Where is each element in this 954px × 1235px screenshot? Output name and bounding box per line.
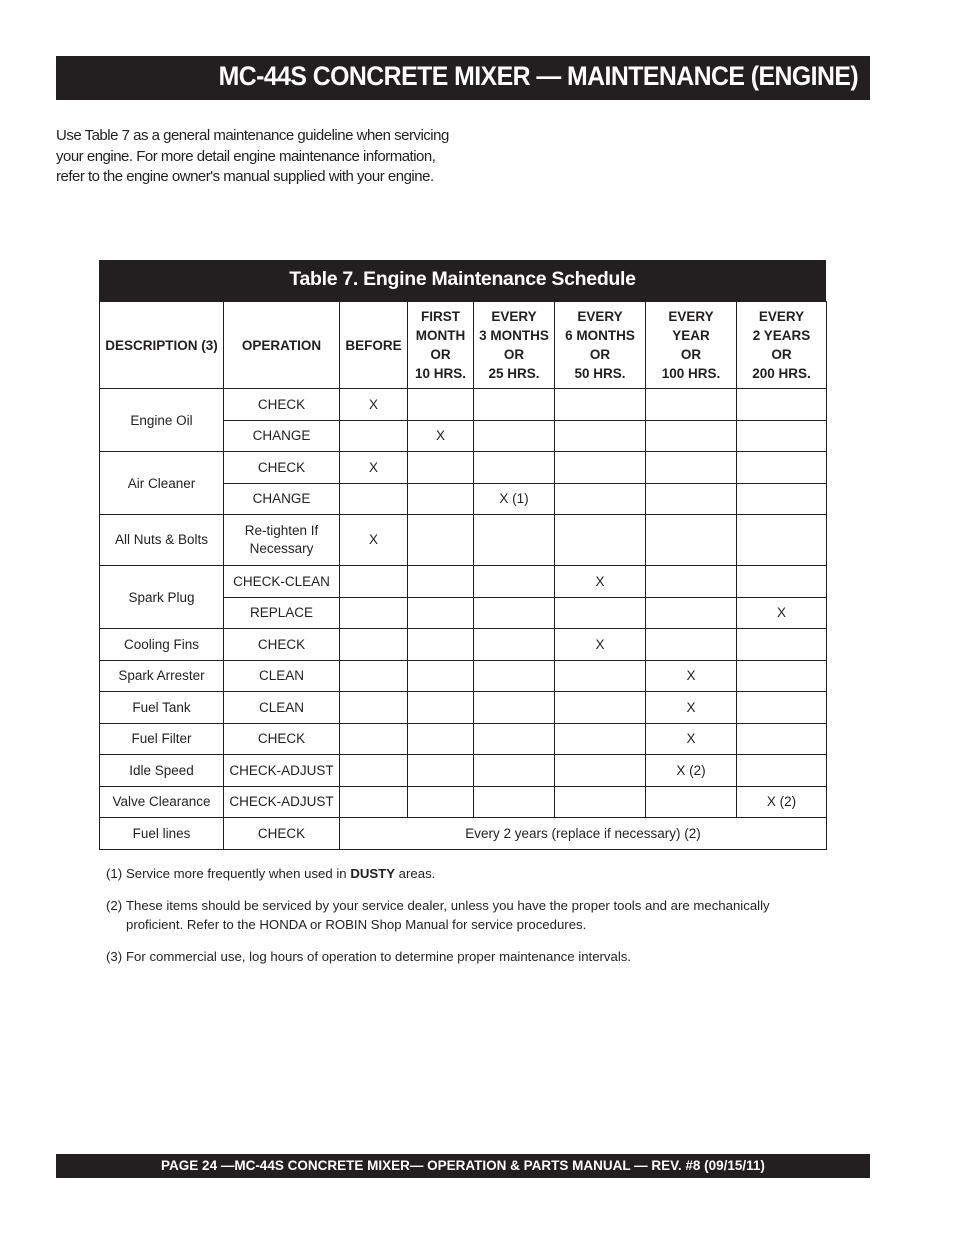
header-every-year [646,302,737,389]
table-caption-bar [99,260,826,301]
table-row [100,692,827,724]
cell-empty [555,786,646,818]
cell-empty [646,483,737,515]
cell-empty [340,483,408,515]
cell-6-months: X [555,566,646,598]
header-before: BEFORE [340,302,408,389]
header-description: DESCRIPTION (3) [100,302,224,389]
cell-empty [737,566,827,598]
row-description: Fuel Tank [100,692,224,724]
cell-empty [555,660,646,692]
maintenance-table [99,260,826,850]
table-row [100,755,827,787]
row-operation: CLEAN [224,692,340,724]
cell-empty [408,786,474,818]
cell-empty [408,660,474,692]
cell-empty [340,755,408,787]
cell-empty [737,692,827,724]
cell-empty [408,389,474,421]
header-line: OR [430,347,451,362]
cell-year: X [646,692,737,724]
cell-empty [408,597,474,629]
cell-empty [474,420,555,452]
cell-empty [474,692,555,724]
table-row [100,629,827,661]
cell-empty [408,483,474,515]
intro-line: Use Table 7 as a general maintenance guideline when servicing [56,127,449,144]
row-operation: REPLACE [224,597,340,629]
cell-empty [340,660,408,692]
cell-empty [474,629,555,661]
footnote-text: Service more frequently when used in [126,866,351,881]
row-description: All Nuts & Bolts [100,515,224,566]
cell-empty [646,786,737,818]
cell-empty [737,515,827,566]
row-operation: CHECK [224,723,340,755]
cell-empty [555,692,646,724]
row-description: Idle Speed [100,755,224,787]
header-line: OR [503,347,525,362]
cell-empty [737,629,827,661]
cell-empty [737,755,827,787]
cell-before: X [340,515,408,566]
cell-2-years: X (2) [737,786,827,818]
header-line: EVERY [577,309,623,324]
cell-empty [474,452,555,484]
table-row [100,389,827,421]
header-line: 200 HRS. [752,366,811,381]
cell-empty [737,723,827,755]
footnote-text: proficient. Refer to the HONDA or ROBIN Shop Manual for service procedures. [126,917,587,932]
table-header-row [100,302,827,389]
cell-empty [340,420,408,452]
operation-line: Necessary [249,541,314,556]
cell-empty [408,515,474,566]
title-bar [56,56,870,100]
cell-empty [555,389,646,421]
cell-empty [408,723,474,755]
cell-empty [408,566,474,598]
cell-empty [474,597,555,629]
cell-empty [737,452,827,484]
cell-year: X [646,723,737,755]
row-description: Cooling Fins [100,629,224,661]
cell-empty [474,786,555,818]
cell-empty [646,389,737,421]
table-row [100,786,827,818]
header-operation: OPERATION [224,302,340,389]
row-description: Engine Oil [100,389,224,452]
schedule-table [99,301,827,850]
cell-empty [555,723,646,755]
cell-empty [737,483,827,515]
row-description: Spark Plug [100,566,224,629]
footnote-1 [106,864,806,883]
cell-empty [340,786,408,818]
cell-fuel-lines-note: Every 2 years (replace if necessary) (2) [340,818,827,850]
header-every-6-months [555,302,646,389]
cell-year: X (2) [646,755,737,787]
header-every-3-months [474,302,555,389]
table-row [100,723,827,755]
cell-empty [474,515,555,566]
table-row [100,660,827,692]
footnote-number: (3) [106,949,123,964]
footer-text: PAGE 24 —MC-44S CONCRETE MIXER— OPERATION & PARTS MANUAL — REV. #8 (09/15/11) [161,1158,765,1173]
footnote-text: areas. [395,866,436,881]
cell-empty [474,566,555,598]
table-row [100,818,827,850]
footnote-text: These items should be serviced by your service dealer, unless you have the proper tools and are mechanically [126,898,770,913]
header-line: 25 HRS. [488,366,540,381]
row-operation: CHECK [224,818,340,850]
row-description: Valve Clearance [100,786,224,818]
cell-empty [737,389,827,421]
row-operation: CLEAN [224,660,340,692]
cell-empty [646,566,737,598]
cell-2-years: X [737,597,827,629]
header-line: YEAR [672,328,710,343]
cell-year: X [646,660,737,692]
footnote-3 [106,947,806,966]
header-line: EVERY [758,309,805,324]
row-operation: CHANGE [224,483,340,515]
table-row [100,515,827,566]
cell-first-month: X [408,420,474,452]
cell-empty [408,692,474,724]
row-description: Fuel lines [100,818,224,850]
row-operation: CHECK [224,629,340,661]
header-line: OR [771,347,792,362]
cell-before: X [340,389,408,421]
cell-empty [646,629,737,661]
footnote-number: (1) [106,866,123,881]
header-line: 3 MONTHS [479,328,549,343]
row-operation: CHECK-ADJUST [224,786,340,818]
cell-empty [555,420,646,452]
row-operation [224,515,340,566]
cell-empty [408,452,474,484]
footnote-emphasis: DUSTY [350,866,396,881]
row-description: Fuel Filter [100,723,224,755]
page-title: MC-44S CONCRETE MIXER — MAINTENANCE (ENGINE) [218,61,858,91]
cell-empty [555,483,646,515]
cell-empty [555,452,646,484]
row-operation: CHECK-CLEAN [224,566,340,598]
operation-line: Re-tighten If [244,523,319,538]
intro-paragraph [56,126,476,188]
cell-empty [340,692,408,724]
header-line: 50 HRS. [574,366,626,381]
header-line: 2 YEARS [752,328,811,343]
cell-empty [474,660,555,692]
cell-empty [408,755,474,787]
cell-empty [340,629,408,661]
cell-3-months: X (1) [474,483,555,515]
cell-empty [646,597,737,629]
table-caption: Table 7. Engine Maintenance Schedule [289,268,636,290]
header-line: FIRST [421,309,460,324]
footnote-2 [106,896,806,934]
header-line: EVERY [491,309,537,324]
cell-empty [737,660,827,692]
cell-empty [474,389,555,421]
cell-before: X [340,452,408,484]
cell-empty [555,515,646,566]
row-description: Spark Arrester [100,660,224,692]
cell-empty [340,723,408,755]
cell-empty [340,597,408,629]
table-row [100,566,827,598]
cell-empty [408,629,474,661]
cell-empty [555,755,646,787]
header-line: 10 HRS. [414,366,467,381]
header-line: 100 HRS. [661,366,721,381]
cell-empty [646,420,737,452]
row-operation: CHECK-ADJUST [224,755,340,787]
header-every-2-years [737,302,827,389]
cell-6-months: X [555,629,646,661]
row-operation: CHECK [224,452,340,484]
intro-line: your engine. For more detail engine maintenance information, [56,147,436,165]
cell-empty [555,597,646,629]
cell-empty [474,755,555,787]
footnotes [106,864,806,966]
header-line: OR [680,347,702,362]
header-first-month [408,302,474,389]
header-line: OR [589,347,611,362]
header-line: 6 MONTHS [565,328,635,343]
cell-empty [646,452,737,484]
footnote-number: (2) [106,898,123,913]
intro-line: refer to the engine owner's manual supplied with your engine. [56,168,434,185]
header-line: EVERY [668,309,714,324]
cell-empty [474,723,555,755]
header-line: MONTH [415,328,466,343]
cell-empty [646,515,737,566]
cell-empty [340,566,408,598]
footnote-text: For commercial use, log hours of operation to determine proper maintenance intervals. [126,949,632,964]
row-operation: CHANGE [224,420,340,452]
table-row [100,452,827,484]
row-operation: CHECK [224,389,340,421]
row-description: Air Cleaner [100,452,224,515]
cell-empty [737,420,827,452]
footer-bar [56,1154,870,1178]
